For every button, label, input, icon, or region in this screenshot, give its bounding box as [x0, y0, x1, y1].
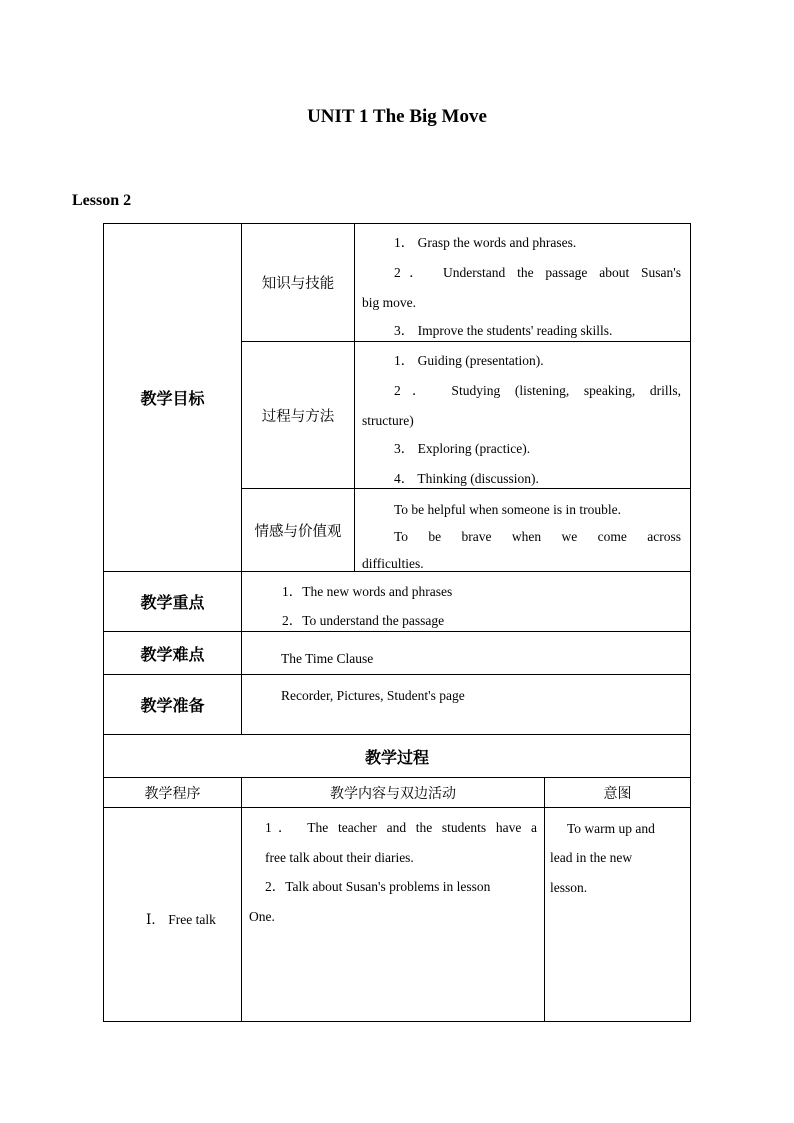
col-content-header	[241, 777, 545, 808]
process-label-cell	[241, 341, 355, 489]
knowledge-item-2-line-2: big move.	[362, 295, 416, 310]
knowledge-label-cell	[241, 223, 355, 342]
intent-cell	[544, 807, 691, 1022]
difficulties-content-cell	[241, 631, 691, 675]
col-intent-header	[544, 777, 691, 808]
knowledge-item-3: 3． Improve the students' reading skills.	[394, 323, 613, 338]
preparation-content-cell	[241, 674, 691, 735]
key-points-label-cell	[103, 571, 242, 632]
emotion-label: 情感与价值观	[254, 523, 342, 540]
col-content-label: 教学内容与双边活动	[330, 785, 456, 802]
key-point-2: 2．To understand the passage	[282, 613, 445, 628]
emotion-line-1: To be helpful when someone is in trouble.	[394, 502, 622, 517]
content-item-1-line-1: 1． The teacher and the students have a	[265, 820, 537, 835]
preparation-label: 教学准备	[140, 696, 205, 715]
process-item-1: 1． Guiding (presentation).	[394, 353, 544, 368]
col-steps-header	[103, 777, 242, 808]
content-item-1-line-2: free talk about their diaries.	[265, 850, 414, 865]
objectives-label-cell	[103, 223, 242, 572]
step-free-talk: Ⅰ． Free talk	[146, 912, 216, 927]
difficulties-label: 教学难点	[140, 644, 205, 664]
content-cell	[241, 807, 545, 1022]
difficulties-label-cell	[103, 631, 242, 675]
process-item-3: 3． Exploring (practice).	[394, 441, 531, 456]
preparation-label-cell	[103, 674, 242, 735]
step-cell	[103, 807, 242, 1022]
intent-line-3: lesson.	[550, 880, 588, 895]
difficulties-text: The Time Clause	[281, 651, 374, 666]
key-points-content-cell	[241, 571, 691, 632]
objectives-label: 教学目标	[140, 389, 205, 408]
knowledge-item-2-line-1: 2． Understand the passage about Susan's	[394, 265, 681, 280]
key-points-label: 教学重点	[140, 593, 205, 612]
content-item-2-line-2: One.	[249, 909, 275, 924]
process-item-2-line-2: structure)	[362, 413, 414, 428]
process-section-title-cell	[103, 734, 691, 778]
process-content-cell	[354, 341, 691, 489]
emotion-line-2: To be brave when we come across	[394, 529, 681, 544]
col-steps-label: 教学程序	[144, 785, 201, 802]
process-item-4: 4． Thinking (discussion).	[394, 471, 539, 486]
emotion-content-cell	[354, 488, 691, 572]
emotion-line-3: difficulties.	[362, 556, 424, 571]
knowledge-label: 知识与技能	[261, 276, 335, 292]
page-title: UNIT 1 The Big Move	[307, 106, 487, 127]
emotion-label-cell	[241, 488, 355, 572]
intent-line-1: To warm up and	[567, 821, 655, 836]
process-label: 过程与方法	[261, 408, 335, 425]
col-intent-label: 意图	[603, 785, 632, 802]
content-item-2-line-1: 2．Talk about Susan's problems in lesson	[265, 879, 491, 894]
process-item-2-line-1: 2． Studying (listening, speaking, drills,	[394, 383, 681, 398]
intent-line-2: lead in the new	[550, 850, 633, 865]
process-section-title: 教学过程	[364, 747, 429, 767]
preparation-text: Recorder, Pictures, Student's page	[281, 688, 465, 703]
lesson-heading: Lesson 2	[72, 192, 132, 209]
knowledge-item-1: 1． Grasp the words and phrases.	[394, 235, 577, 250]
knowledge-content-cell	[354, 223, 691, 342]
key-point-1: 1．The new words and phrases	[282, 584, 453, 599]
